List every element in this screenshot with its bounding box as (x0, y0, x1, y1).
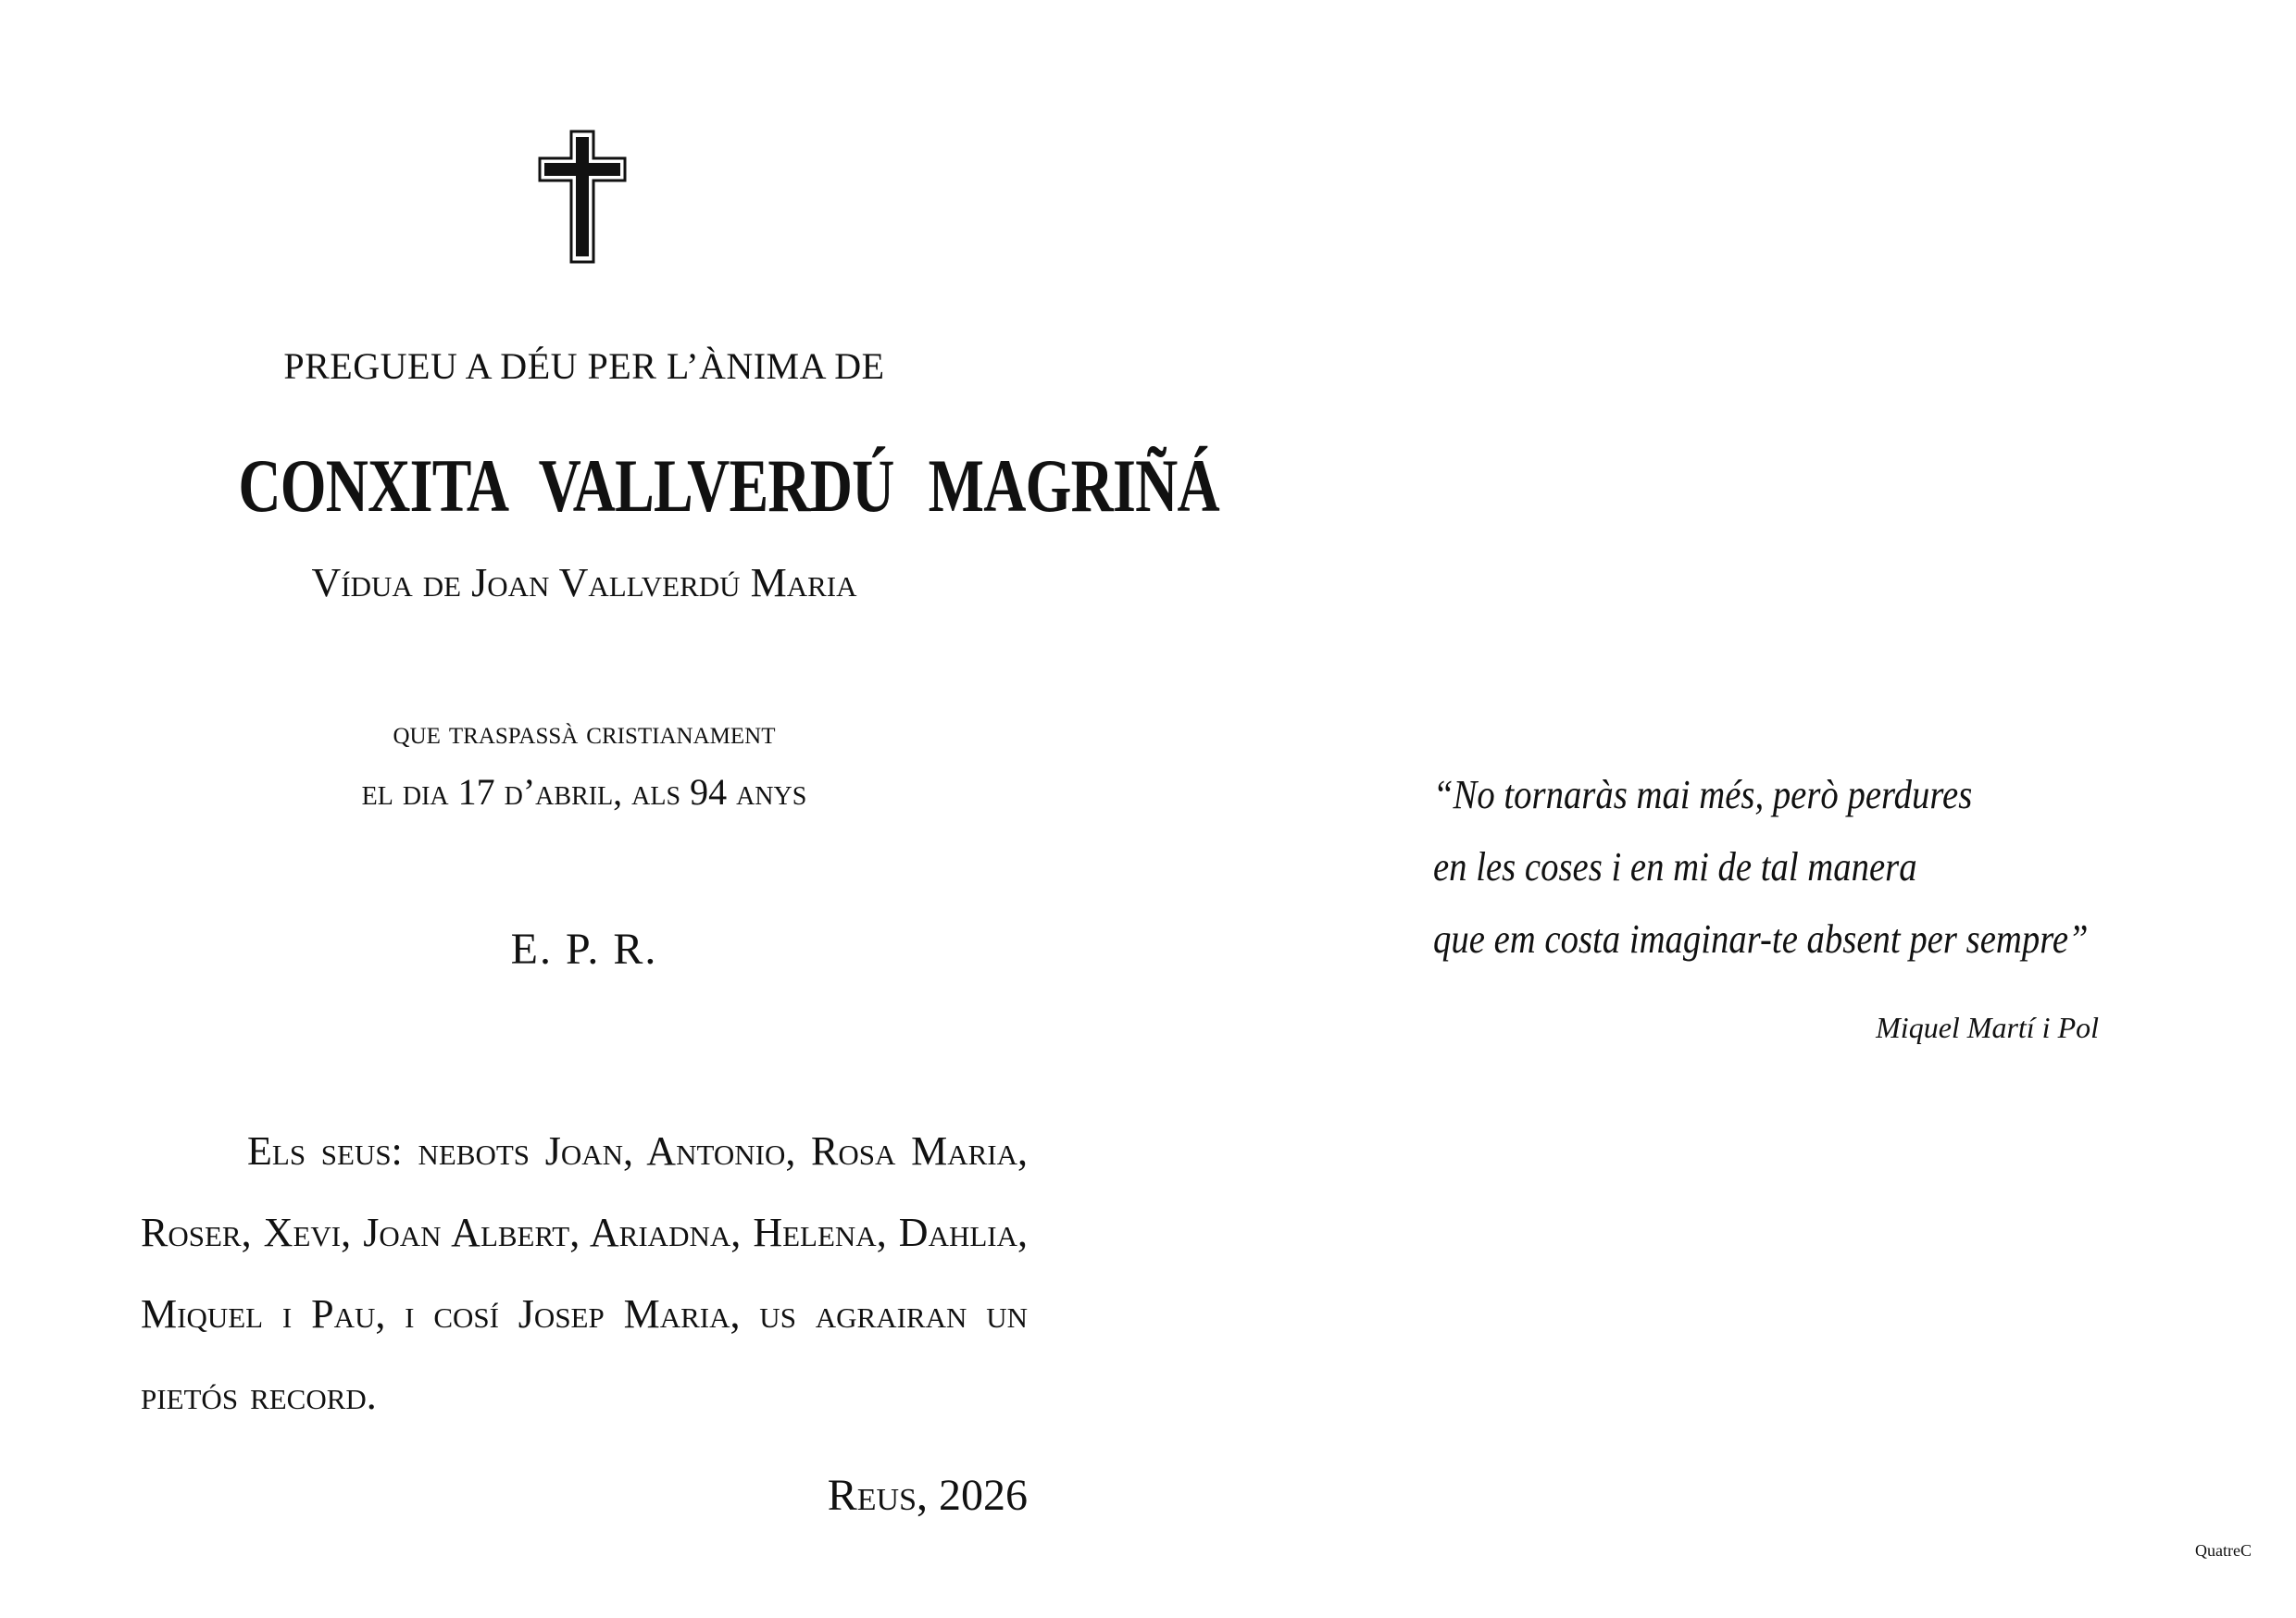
quote-line: en les coses i en mi de tal manera (1433, 844, 1917, 890)
death-line-1: que traspassà cristianament (393, 714, 776, 751)
quote-line: que em costa imaginar-te absent per sempre” (1433, 916, 2089, 962)
prayer-heading: PREGUEU A DÉU PER L’ÀNIMA DE (283, 345, 885, 387)
deceased-name: CONXITA VALLVERDÚ MAGRIÑÁ (238, 443, 1219, 528)
family-paragraph: Els seus: nebots Joan, Antonio, Rosa Maria, Roser, Xevi, Joan Albert, Ariadna, Helena, Dahlia, Miquel i Pau, i cosí Josep Maria, us agrairan un pietós record. (141, 1128, 1028, 1418)
epr-text: E. P. R. (510, 925, 658, 974)
place-year: Reus, 2026 (827, 1471, 1028, 1520)
death-line-2: el dia 17 d’abril, als 94 anys (361, 771, 807, 813)
latin-cross-icon (536, 130, 629, 264)
poem-quote (1433, 759, 2089, 976)
quote-line: “No tornaràs mai més, però perdures (1433, 772, 1973, 817)
memorial-card-left-panel (141, 0, 1219, 1618)
widow-of-line: Vídua de Joan Vallverdú Maria (311, 560, 857, 605)
printer-imprint: QuatreC (2195, 1541, 2252, 1560)
quote-author: Miquel Martí i Pol (1876, 1011, 2099, 1044)
